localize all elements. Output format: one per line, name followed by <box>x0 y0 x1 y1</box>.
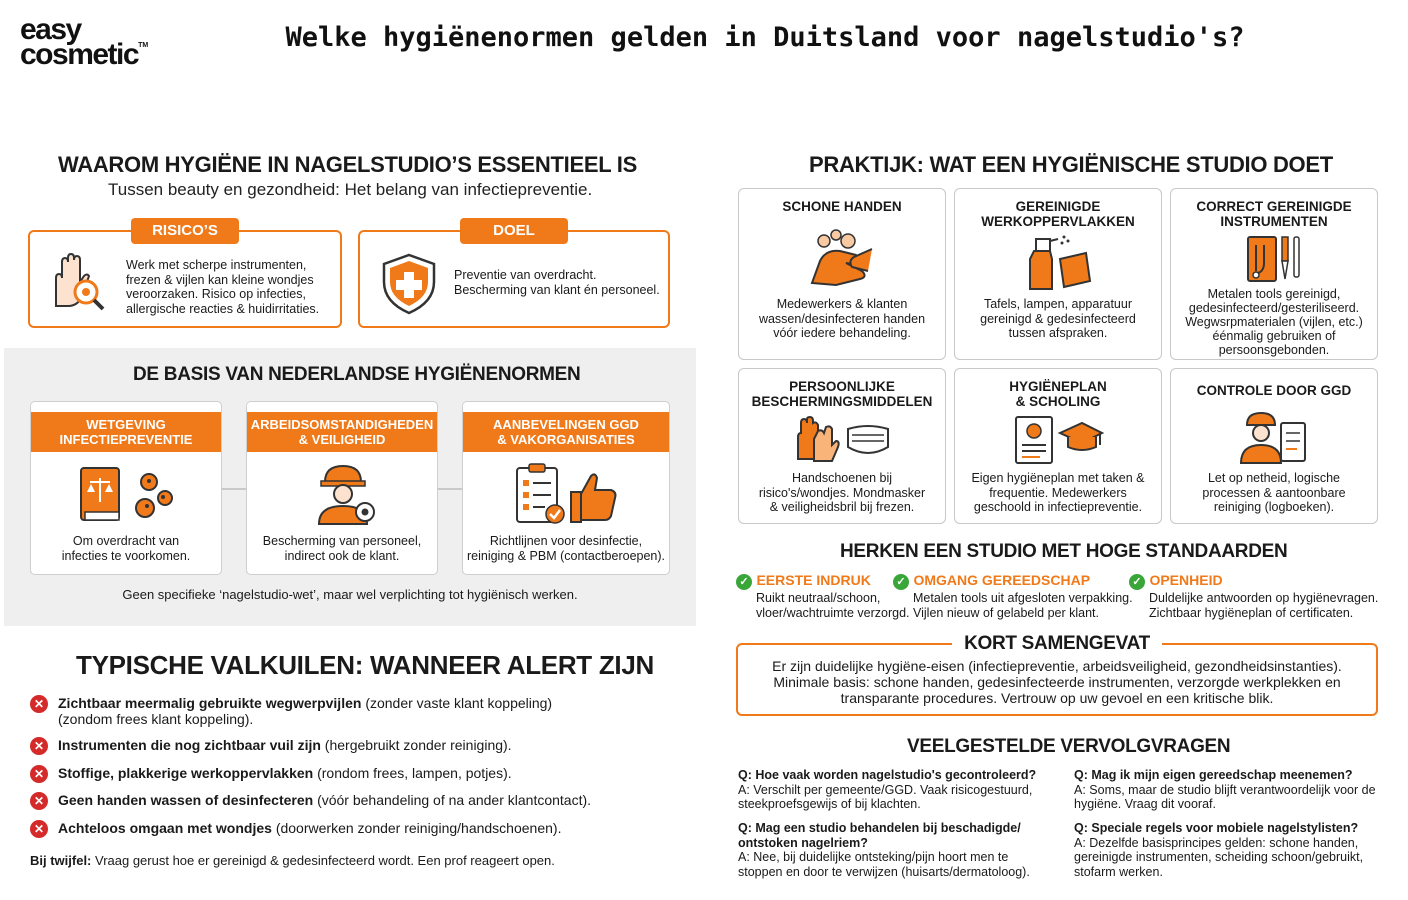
x-circle-icon: ✕ <box>30 765 48 783</box>
practice-title: PRAKTIJK: WAT EEN HYGIËNISCHE STUDIO DOET <box>809 152 1333 177</box>
pitfalls-title: TYPISCHE VALKUILEN: WANNEER ALERT ZIJN <box>76 650 654 680</box>
basis-title: DE BASIS VAN NEDERLANDSE HYGIËNENORMEN <box>133 364 581 385</box>
x-circle-icon: ✕ <box>30 820 48 838</box>
practice-card-ppe: PERSOONLIJKE BESCHERMINGSMIDDELEN Handschoenen bij risico's/wondjes. Mondmasker & veiligheidsbril bij frezen. <box>738 368 946 524</box>
pitfall-item: ✕ Instrumenten die nog zichtbaar vuil zijn (hergebruikt zonder reiniging). <box>30 737 512 755</box>
standards-title: HERKEN EEN STUDIO MET HOGE STANDAARDEN <box>840 541 1288 562</box>
check-circle-icon: ✓ <box>1129 574 1145 590</box>
basis-card-head: WETGEVING INFECTIEPREVENTIE <box>31 412 221 452</box>
summary-title: KORT SAMENGEVAT <box>964 633 1150 654</box>
faq-item: Q: Speciale regels voor mobiele nagelstylisten? A: Dezelfde basisprincipes gelden: schone handen, gereinigde instrumenten, scheiding schoon/gebruikt, stofarm werken. <box>1074 821 1364 879</box>
standard-item: ✓ EERSTE INDRUK Ruikt neutraal/schoon, vloer/wachtruimte verzorgd. <box>736 572 910 620</box>
check-circle-icon: ✓ <box>736 574 752 590</box>
pitfall-item: ✕ Achteloos omgaan met wondjes (doorwerken zonder reiniging/handschoenen). <box>30 820 561 838</box>
faq-item: Q: Hoe vaak worden nagelstudio's gecontroleerd? A: Verschilt per gemeente/GGD. Vaak risicogestuurd, steekproefsgewijs of bij klachten. <box>738 768 1037 811</box>
basis-footer: Geen specifieke ‘nagelstudio-wet’, maar wel verplichting tot hygiënisch werken. <box>122 587 578 602</box>
worker-gear-icon <box>311 460 377 531</box>
faq-title: VEELGESTELDE VERVOLGVRAGEN <box>907 736 1231 757</box>
inspector-icon <box>1171 409 1377 465</box>
standard-item: ✓ OMGANG GEREEDSCHAP Metalen tools uit afgesloten verpakking. Vijlen nieuw of gelabeld per klant. <box>893 572 1133 620</box>
logo <box>20 13 180 71</box>
basis-card-text: Om overdracht van infecties te voorkomen. <box>61 534 191 563</box>
basis-card-head: ARBEIDSOMSTANDIGHEDEN & VEILIGHEID <box>247 412 437 452</box>
check-circle-icon: ✓ <box>893 574 909 590</box>
spray-cleaning-icon <box>955 233 1161 291</box>
hand-magnifier-icon <box>42 248 108 319</box>
page-title: Welke hygiënenormen gelden in Duitsland voor nagelstudio's? <box>285 22 1245 53</box>
connector <box>438 488 464 490</box>
faq-item: Q: Mag een studio behandelen bij beschadigde/ ontstoken nagelriem? A: Nee, bij duidelijke ontsteking/pijn hoort men te stoppen en door te verwijzen (huisarts/dermatoloog). <box>738 821 1030 879</box>
standard-item: ✓ OPENHEID Duldelijke antwoorden op hygiënevragen. Zichtbaar hygiëneplan of certificaten. <box>1129 572 1378 620</box>
plan-graduation-icon <box>955 413 1161 465</box>
logo-tm: TM <box>138 41 149 49</box>
pitfall-item: ✕ Geen handen wassen of desinfecteren (vóór behandeling of na ander klantcontact). <box>30 792 591 810</box>
law-book-bacteria-icon <box>77 464 181 531</box>
basis-card-text: Bescherming van personeel, indirect ook de klant. <box>262 534 422 563</box>
x-circle-icon: ✕ <box>30 792 48 810</box>
pitfall-item: ✕ Zichtbaar meermalig gebruikte wegwerpvijlen (zonder vaste klant koppeling) (zondom frees klant koppeling). <box>30 695 552 727</box>
basis-card-safety <box>246 401 438 575</box>
practice-card-text: Medewerkers & klanten wassen/desinfecteren handen vóór iedere behandeling. <box>758 297 926 340</box>
x-circle-icon: ✕ <box>30 695 48 713</box>
x-circle-icon: ✕ <box>30 737 48 755</box>
practice-card-instruments: CORRECT GEREINIGDE INSTRUMENTEN Metalen tools gereinigd, gedesinfecteerd/gesteriliseerd. Wegwsrpmaterialen (vijlen, etc.) éénmalig gebruiken of persoonsgebonden. <box>1170 188 1378 360</box>
basis-card-legislation <box>30 401 222 575</box>
pitfalls-doubt: Bij twijfel: Vraag gerust hoe er gereinigd & gedesinfecteerd wordt. Een prof reageert open. <box>30 853 555 868</box>
tools-pouch-icon <box>1171 233 1377 283</box>
practice-card-text: Let op netheid, logische processen & aantoonbare reiniging (logboeken). <box>1202 471 1346 514</box>
handwash-icon <box>739 227 945 289</box>
basis-card-head: AANBEVELINGEN GGD & VAKORGANISATIES <box>463 412 669 452</box>
practice-card-surfaces: GEREINIGDE WERKOPPERVLAKKEN Tafels, lampen, apparatuur gereinigd & gedesinfecteerd tussen afspraken. <box>954 188 1162 360</box>
logo-line1: easy <box>20 13 81 46</box>
basis-card-guidelines <box>462 401 670 575</box>
gloves-mask-icon <box>739 415 945 463</box>
pitfall-item: ✕ Stoffige, plakkerige werkoppervlakken (rondom frees, lampen, potjes). <box>30 765 512 783</box>
faq-item: Q: Mag ik mijn eigen gereedschap meenemen? A: Soms, maar de studio blijft verantwoordelijk voor de hygiëne. Vraag dit vooraf. <box>1074 768 1376 811</box>
summary-text: Er zijn duidelijke hygiëne-eisen (infectiepreventie, arbeidsveiligheid, gezondheidsinstanties). Minimale basis: schone handen, gedesinfecteerde instrumenten, verzorgde werkplekken en transparante procedures. Vertrouw op uw gevoel en een kritische blik. <box>772 658 1342 706</box>
goal-text: Preventie van overdracht. Bescherming van klant én personeel. <box>454 268 660 297</box>
practice-card-text: Tafels, lampen, apparatuur gereinigd & gedesinfecteerd tussen afspraken. <box>980 297 1136 340</box>
practice-card-ggd: CONTROLE DOOR GGD Let op netheid, logische processen & aantoonbare reiniging (logboeken). <box>1170 368 1378 524</box>
connector <box>222 488 248 490</box>
why-title: WAAROM HYGIËNE IN NAGELSTUDIO’S ESSENTIEEL IS <box>58 152 637 177</box>
why-subtitle: Tussen beauty en gezondheid: Het belang van infectiepreventie. <box>108 180 593 199</box>
practice-card-text: Metalen tools gereinigd, gedesinfecteerd/gesteriliseerd. Wegwsrpmaterialen (vijlen, etc.) éénmalig gebruiken of persoonsgebonden. <box>1185 287 1363 357</box>
basis-card-text: Richtlijnen voor desinfectie, reiniging & PBM (contactberoepen). <box>466 534 666 563</box>
checklist-thumbsup-icon <box>513 462 623 531</box>
risk-text: Werk met scherpe instrumenten, frezen & vijlen kan kleine wondjes veroorzaken. Risico op infecties, allergische reacties & huidirritaties. <box>126 258 320 316</box>
practice-card-hands: SCHONE HANDEN Medewerkers & klanten wassen/desinfecteren handen vóór iedere behandeling. <box>738 188 946 360</box>
risk-label: RISICO’S <box>131 218 239 244</box>
practice-card-text: Handschoenen bij risico's/wondjes. Mondmasker & veiligheidsbril bij frezen. <box>758 471 926 514</box>
practice-card-text: Eigen hygiëneplan met taken & frequentie. Medewerkers geschoold in infectiepreventie. <box>971 471 1145 514</box>
practice-card-plan: HYGIËNEPLAN & SCHOLING Eigen hygiëneplan met taken & frequentie. Medewerkers geschoold in infectiepreventie. <box>954 368 1162 524</box>
goal-label: DOEL <box>460 218 568 244</box>
shield-cross-icon <box>380 252 438 321</box>
logo-line2: cosmetic <box>20 37 139 71</box>
